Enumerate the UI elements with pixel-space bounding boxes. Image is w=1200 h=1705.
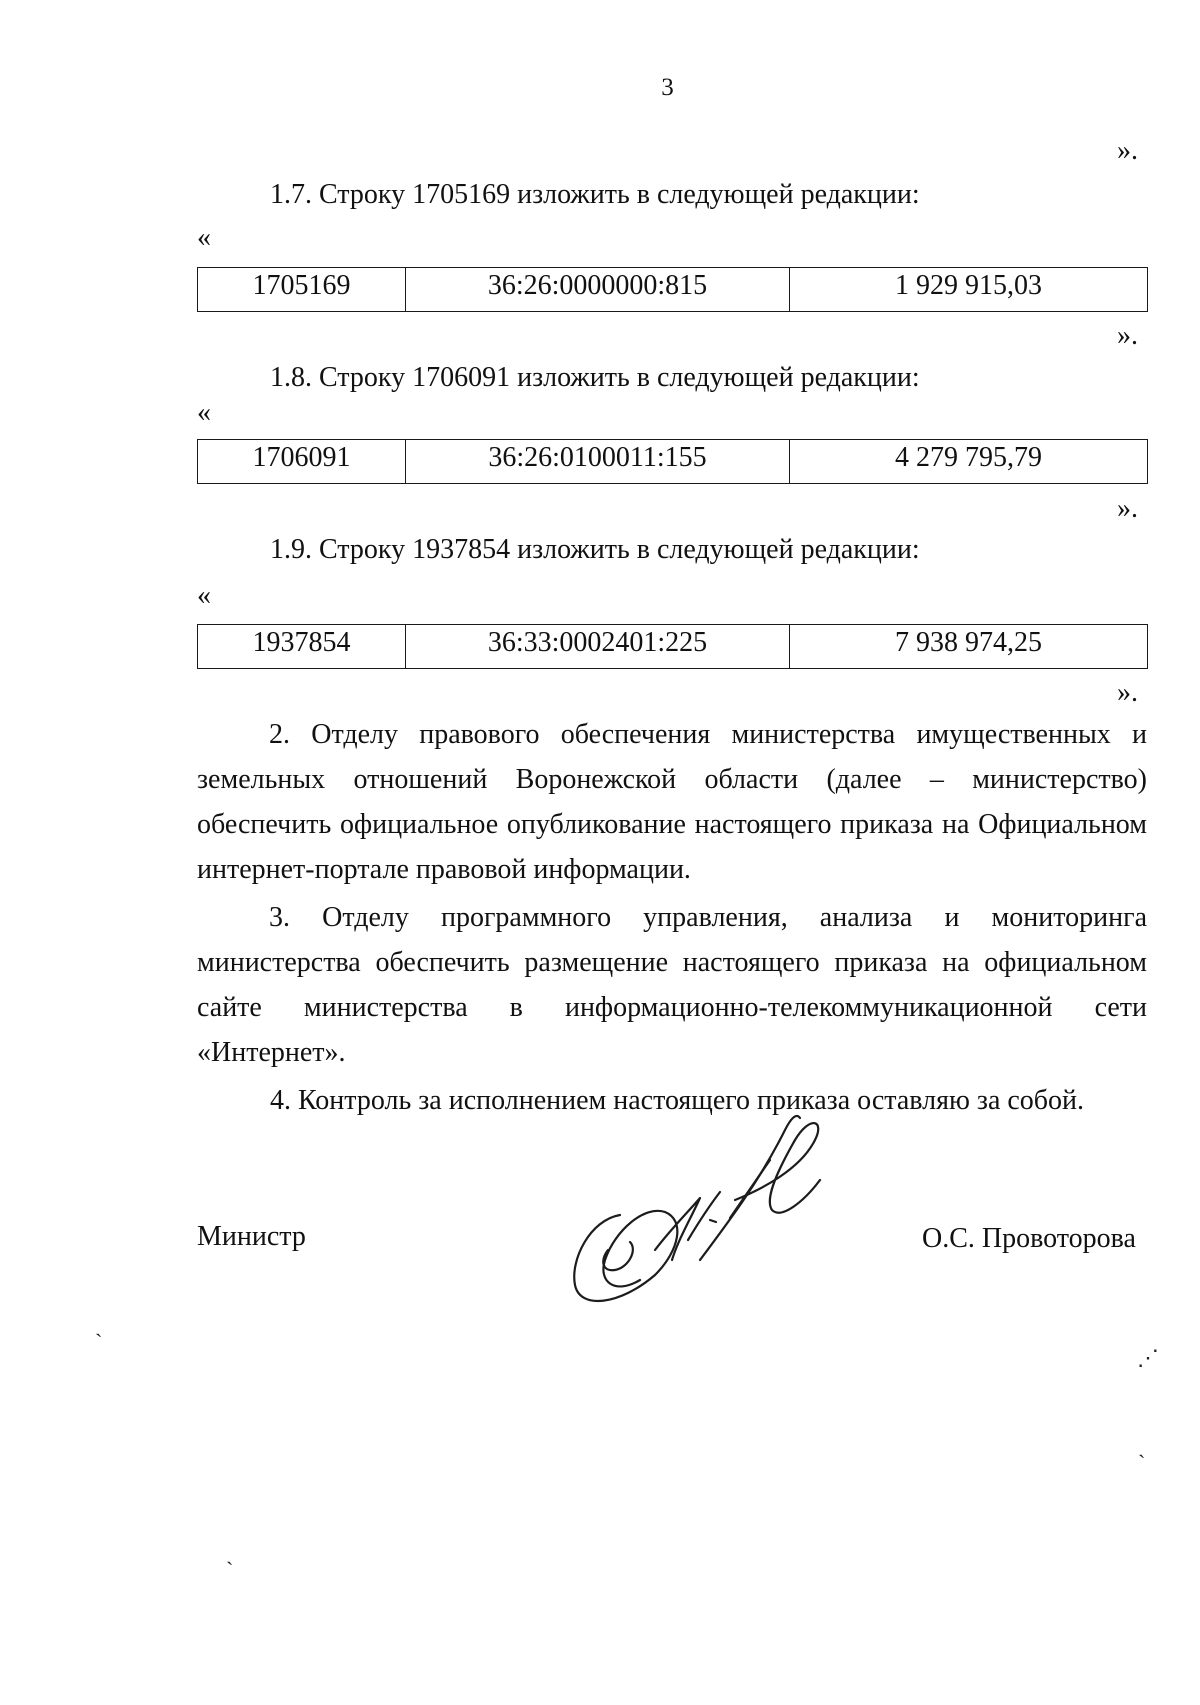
closing-quote: ».: [1117, 135, 1138, 166]
section-heading-1-7: 1.7. Строку 1705169 изложить в следующей редакции:: [270, 179, 920, 210]
table-cell-row-number: 1937854: [198, 625, 406, 669]
table-row: [198, 268, 1148, 312]
table-cell-value: 7 938 974,25: [790, 625, 1148, 669]
signatory-title: Министр: [197, 1221, 306, 1252]
opening-quote: «: [197, 222, 211, 253]
closing-quote: ».: [1117, 320, 1138, 351]
scan-speck: ⋰: [1137, 1345, 1159, 1370]
scan-speck: ˏ: [226, 1540, 234, 1565]
table-cell-cadastral-number: 36:26:0000000:815: [406, 268, 790, 312]
replacement-row-table-1-7: [197, 267, 1148, 312]
closing-quote: ».: [1117, 677, 1138, 708]
table-cell-cadastral-number: 36:26:0100011:155: [406, 440, 790, 484]
table-cell-row-number: 1705169: [198, 268, 406, 312]
handwritten-signature: [560, 1100, 860, 1320]
scan-speck: ˏ: [95, 1312, 103, 1337]
table-row: [198, 625, 1148, 669]
scan-speck: ˏ: [1138, 1433, 1146, 1458]
opening-quote: «: [197, 580, 211, 611]
section-heading-1-8: 1.8. Строку 1706091 изложить в следующей редакции:: [270, 362, 920, 393]
opening-quote: «: [197, 397, 211, 428]
closing-quote: ».: [1117, 493, 1138, 524]
paragraph-2: 2. Отделу правового обеспечения министерства имущественных и земельных отношений Воронежской области (далее – министерство) обеспечить официальное опубликование настоящего приказа на Официальном интернет-портале правовой информации.: [197, 719, 1147, 885]
replacement-row-table-1-8: [197, 439, 1148, 484]
paragraph-4: 4. Контроль за исполнением настоящего приказа оставляю за собой.: [270, 1085, 1085, 1116]
table-cell-value: 4 279 795,79: [790, 440, 1148, 484]
page-number: 3: [661, 74, 674, 101]
replacement-row-table-1-9: [197, 624, 1148, 669]
table-cell-row-number: 1706091: [198, 440, 406, 484]
section-heading-1-9: 1.9. Строку 1937854 изложить в следующей редакции:: [270, 534, 920, 565]
signatory-name: О.С. Провоторова: [922, 1223, 1136, 1254]
paragraph-3: 3. Отделу программного управления, анализа и мониторинга министерства обеспечить размещение настоящего приказа на официальном сайте министерства в информационно-телекоммуникационной сети «Интернет».: [197, 902, 1147, 1068]
table-cell-value: 1 929 915,03: [790, 268, 1148, 312]
table-row: [198, 440, 1148, 484]
table-cell-cadastral-number: 36:33:0002401:225: [406, 625, 790, 669]
